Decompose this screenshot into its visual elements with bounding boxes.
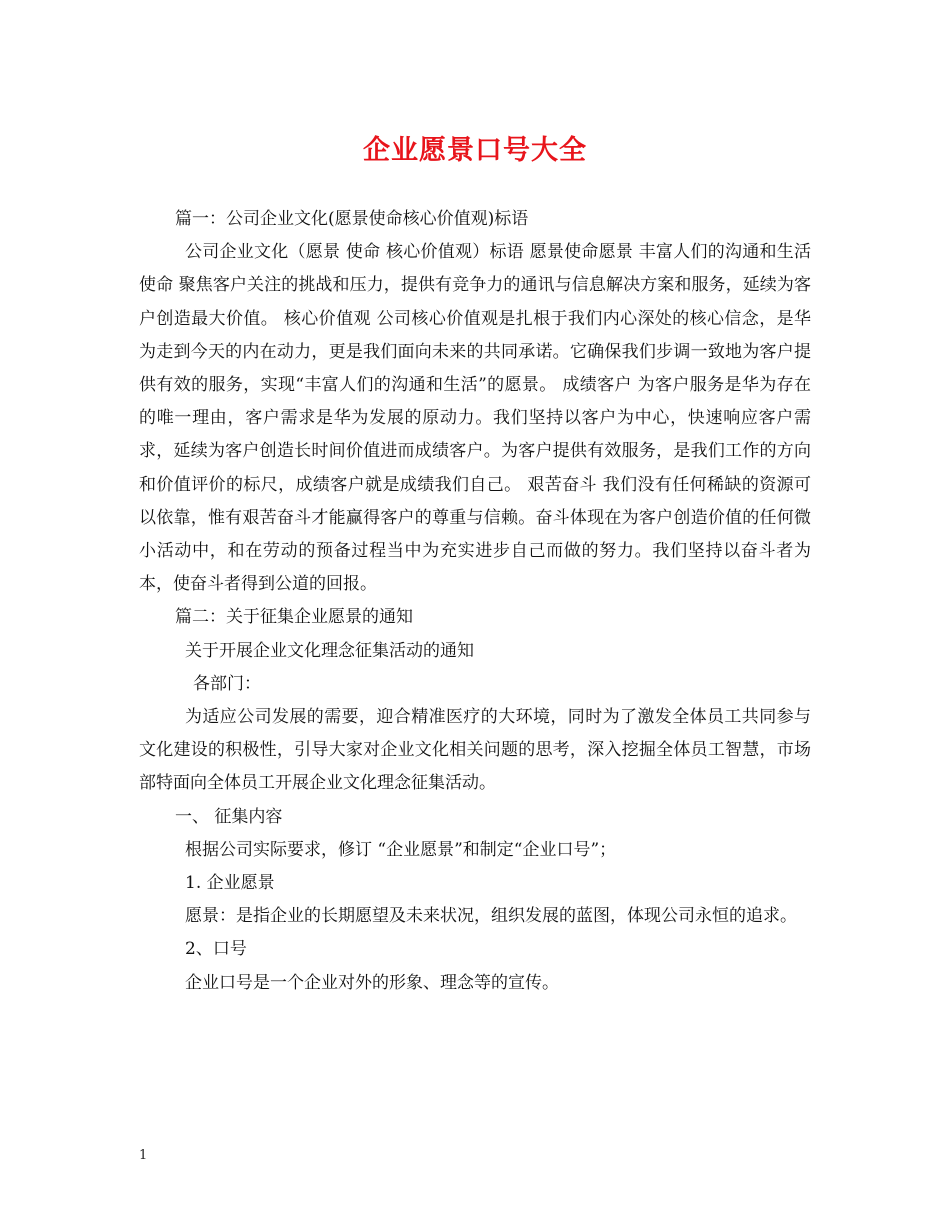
paragraph-vision-slogans: 公司企业文化（愿景 使命 核心价值观）标语 愿景使命愿景 丰富人们的沟通和生活 使命 聚焦客户关注的挑战和压力，提供有竞争力的通讯与信息解决方案和服务，延续为客户创造最大价值。 核心价值观 公司核心价值观是扎根于我们内心深处的核心信念，是华为走到今天的内在动力，更是我们面向未来的共同承诺。它确保我们步调一致地为客户提供有效的服务，实现“丰富人们的沟通和生活”的愿景。 成绩客户 为客户服务是华为存在的唯一理由，客户需求是华为发展的原动力。我们坚持以客户为中心，快速响应客户需求，延续为客户创造长时间价值进而成绩客户。为客户提供有效服务，是我们工作的方向和价值评价的标尺，成绩客户就是成绩我们自己。 艰苦奋斗 我们没有任何稀缺的资源可以依靠，惟有艰苦奋斗才能赢得客户的尊重与信赖。奋斗体现在为客户创造价值的任何微小活动中，和在劳动的预备过程当中为充实进步自己而做的努力。我们坚持以奋斗者为本，使奋斗者得到公道的回报。 (139, 242, 811, 595)
document-body (139, 203, 811, 1000)
slogan-definition: 企业口号是一个企业对外的形象、理念等的宣传。 (185, 972, 559, 993)
page-number: 1 (139, 1148, 148, 1163)
item-heading-slogan: 2、口号 (185, 939, 247, 960)
document-title: 企业愿景口号大全 (363, 135, 587, 166)
notice-title: 关于开展企业文化理念征集活动的通知 (185, 640, 474, 661)
item-heading-vision: 1. 企业愿景 (185, 873, 275, 894)
notice-intro: 为适应公司发展的需要，迎合精准医疗的大环境，同时为了激发全体员工共同参与文化建设的积极性，引导大家对企业文化相关问题的思考，深入挖掘全体员工智慧，市场部特面向全体员工开展企业文化理念征集活动。 (139, 707, 811, 794)
vision-definition: 愿景：是指企业的长期愿望及未来状况，组织发展的蓝图，体现公司永恒的追求。 (185, 906, 797, 927)
section-heading-1: 篇一：公司企业文化(愿景使命核心价值观)标语 (175, 209, 529, 229)
section-heading-2: 篇二：关于征集企业愿景的通知 (175, 607, 413, 628)
item-heading-collection-content: 一、 征集内容 (175, 806, 283, 827)
collection-requirement: 根据公司实际要求，修订 “企业愿景”和制定“企业口号”； (185, 839, 617, 860)
notice-salutation: 各部门： (193, 673, 261, 694)
